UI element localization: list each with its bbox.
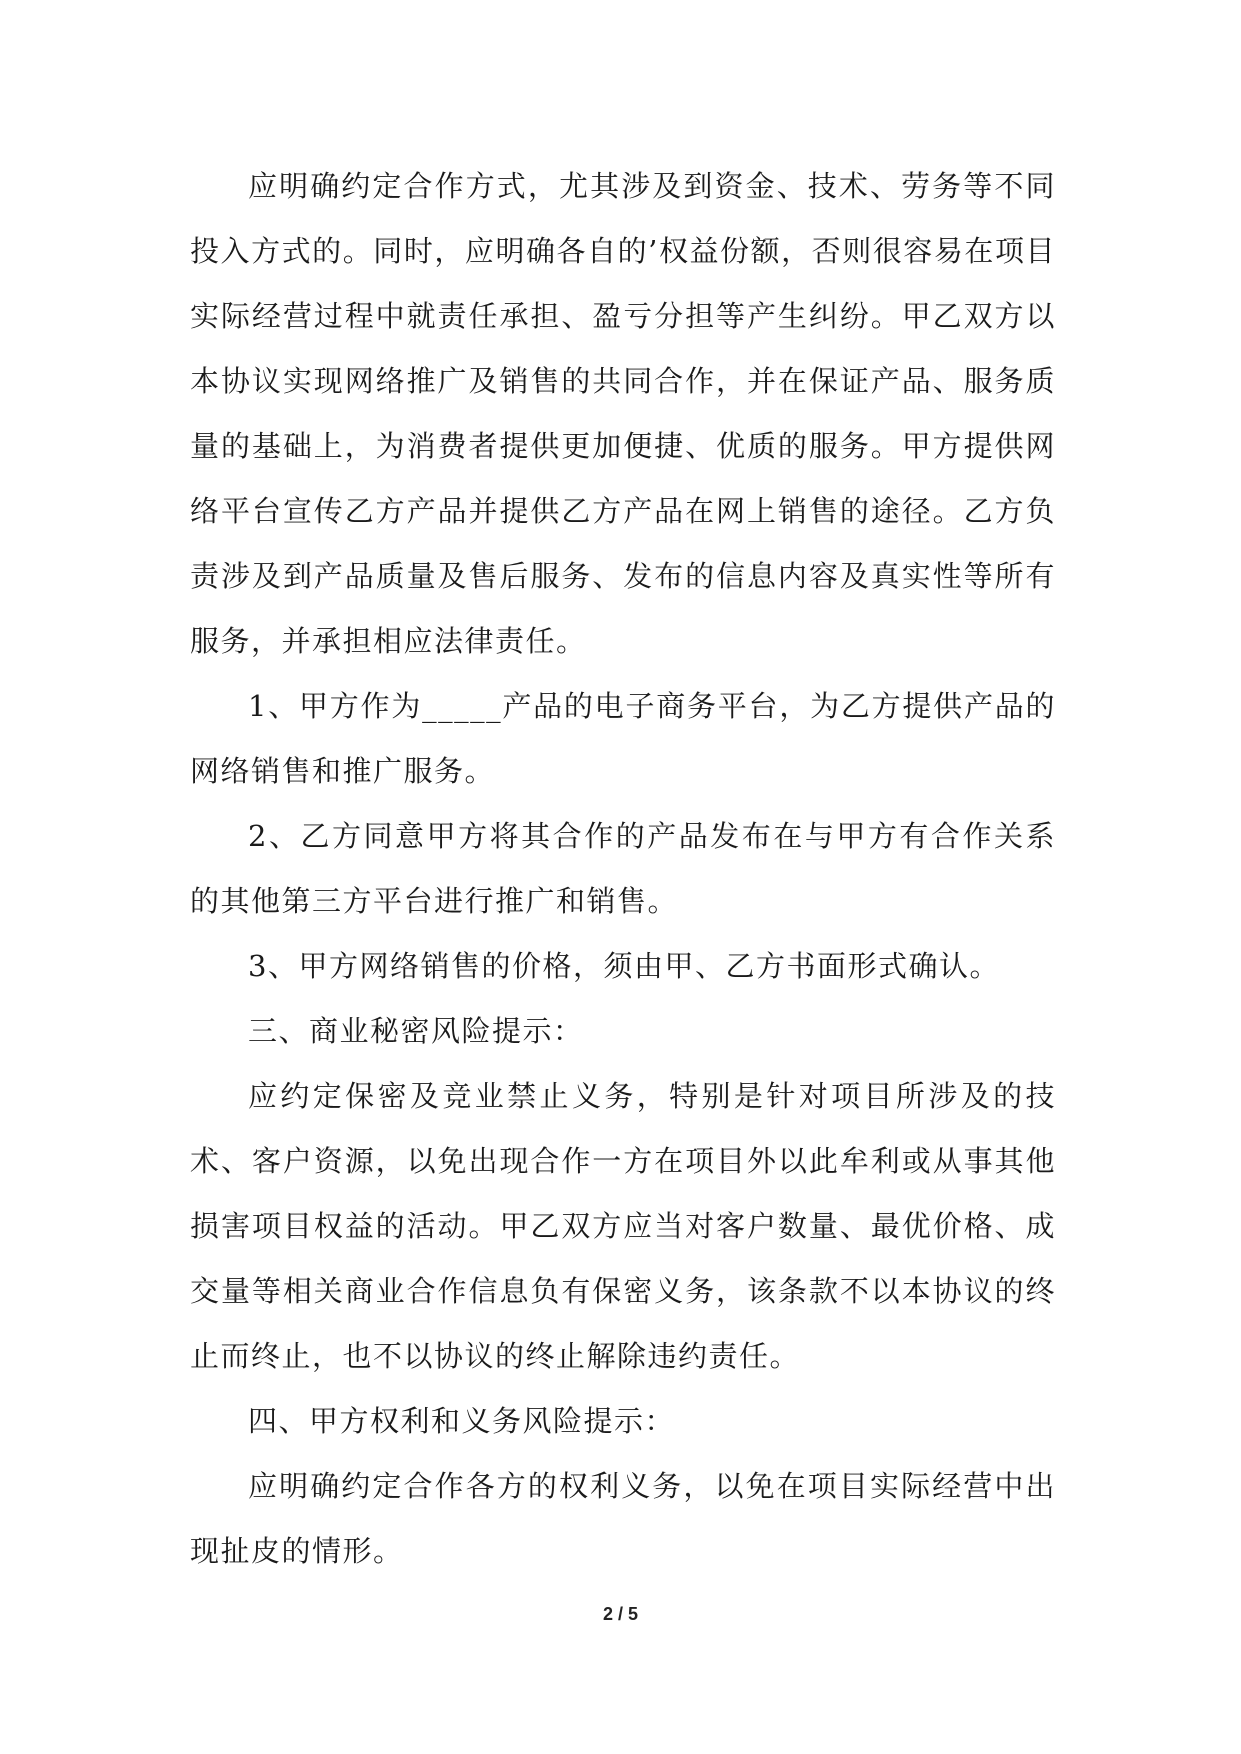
paragraph-rights-obligations: 应明确约定合作各方的权利义务，以免在项目实际经营中出现扯皮的情形。: [190, 1469, 1056, 1568]
paragraph-item-2: 2、乙方同意甲方将其合作的产品发布在与甲方有合作关系的其他第三方平台进行推广和销售。: [190, 819, 1056, 918]
paragraph-cooperation-method: 应明确约定合作方式，尤其涉及到资金、技术、劳务等不同投入方式的。同时，应明确各自的’权益份额，否则很容易在项目实际经营过程中就责任承担、盈亏分担等产生纠纷。甲乙双方以本协议实现网络推广及销售的共同合作，并在保证产品、服务质量的基础上，为消费者提供更加便捷、优质的服务。甲方提供网络平台宣传乙方产品并提供乙方产品在网上销售的途径。乙方负责涉及到产品质量及售后服务、发布的信息内容及真实性等所有服务，并承担相应法律责任。: [190, 169, 1056, 658]
paragraph-item-3: 3、甲方网络销售的价格，须由甲、乙方书面形式确认。: [248, 949, 1000, 983]
heading-trade-secret-risk: 三、商业秘密风险提示：: [248, 1014, 584, 1048]
paragraph-confidentiality: 应约定保密及竞业禁止义务，特别是针对项目所涉及的技术、客户资源，以免出现合作一方在项目外以此牟利或从事其他损害项目权益的活动。甲乙双方应当对客户数量、最优价格、成交量等相关商业合作信息负有保密义务，该条款不以本协议的终止而终止，也不以协议的终止解除违约责任。: [190, 1079, 1056, 1373]
document-body: [190, 154, 1056, 1584]
page-number: 2 / 5: [602, 1604, 639, 1624]
paragraph-item-1: 1、甲方作为_____产品的电子商务平台，为乙方提供产品的网络销售和推广服务。: [190, 689, 1056, 788]
heading-party-a-rights-risk: 四、甲方权利和义务风险提示：: [248, 1404, 676, 1438]
